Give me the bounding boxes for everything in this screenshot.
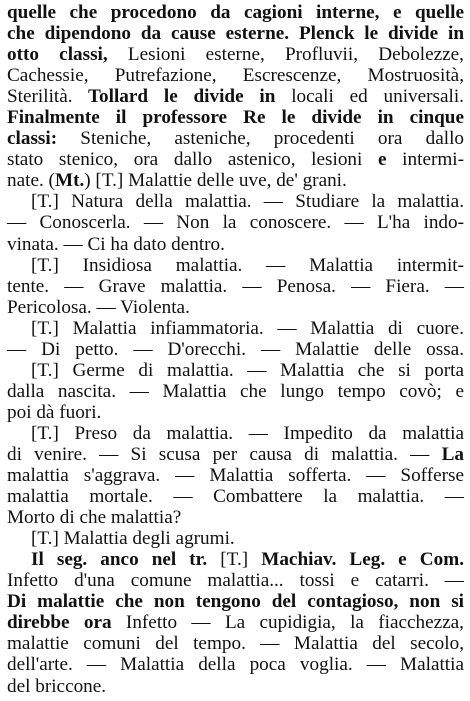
text-segment: Morto di che malattia? — [7, 507, 182, 529]
text-line — [7, 591, 464, 612]
text-segment: direbbe ora — [7, 612, 112, 634]
text-segment: intermi- — [386, 149, 464, 171]
text-segment: ) [T.] Malattie delle uve, de' grani. — [84, 170, 347, 192]
text-segment: malattie comuni del tempo. — Malattia del secolo, — [7, 633, 464, 655]
text-line — [7, 360, 464, 381]
text-line — [7, 65, 464, 86]
text-segment: Di malattie che non tengono del contagioso, non si — [7, 591, 464, 613]
text-line — [7, 486, 464, 507]
text-segment: — Di petto. — D'orecchi. — Malattie delle ossa. — [7, 338, 464, 360]
text-segment: vinata. — Ci ha dato dentro. — [7, 233, 225, 255]
text-line — [7, 44, 464, 65]
text-segment: [T.] Preso da malattia. — Impedito da malattia — [31, 422, 464, 444]
text-segment: [T.] — [207, 549, 262, 571]
text-segment: Sterilità. — [7, 86, 73, 108]
text-line — [7, 212, 464, 233]
text-segment: stato stenico, ora dallo astenico, lesioni — [7, 149, 363, 171]
text-line — [7, 86, 464, 107]
text-line — [7, 255, 464, 276]
text-segment: Finalmente il professore Re le divide in cinque — [7, 107, 464, 129]
text-segment: La — [429, 443, 464, 465]
text-line — [7, 107, 464, 128]
text-line — [7, 381, 464, 402]
text-line — [7, 318, 464, 339]
text-segment: Tollard le divide in — [72, 86, 276, 108]
text-segment: Il seg. anco nel tr. — [31, 549, 208, 571]
text-line — [7, 654, 464, 675]
text-segment: [T.] Malattia infiammatoria. — Malattia di cuore. — [31, 317, 464, 339]
text-line — [7, 191, 464, 212]
text-segment: malattia mortale. — Combattere la malattia. — — [7, 486, 464, 508]
text-line — [7, 23, 464, 44]
text-segment: otto classi, — [7, 44, 108, 66]
text-line — [7, 128, 464, 149]
text-segment: [T.] Insidiosa malattia. — Malattia intermit- — [31, 254, 464, 276]
text-line — [7, 276, 464, 297]
text-line — [7, 570, 464, 591]
text-segment: Pericolosa. — Violenta. — [7, 296, 190, 318]
text-segment: malattia s'aggrava. — Malattia sofferta. — Sofferse — [7, 465, 464, 487]
text-segment: poi dà fuori. — [7, 401, 102, 423]
text-line — [7, 297, 464, 318]
text-segment: Steniche, asteniche, procedenti ora dallo — [57, 128, 464, 150]
text-segment: classi: — [7, 128, 58, 150]
text-line — [7, 507, 464, 528]
text-segment: Machiav. Leg. e Com. — [261, 549, 464, 571]
text-line — [7, 402, 464, 423]
text-line — [7, 676, 464, 697]
text-segment: [T.] Malattia degli agrumi. — [31, 528, 235, 550]
text-line — [7, 528, 464, 549]
text-line — [7, 339, 464, 360]
text-line — [7, 149, 464, 170]
text-segment: locali ed universali. — [275, 86, 464, 108]
text-line — [7, 423, 464, 444]
text-segment: di venire. — Si scusa per causa di malattia. — — [7, 443, 430, 465]
text-segment: quelle che procedono da cagioni interne, e quelle — [7, 2, 464, 23]
text-segment: Infetto — La cupidigia, la fiacchezza, — [111, 612, 464, 634]
text-segment: nate. ( — [7, 170, 55, 192]
text-segment: dalla nascita. — Malattia che lungo tempo covò; e — [7, 380, 464, 402]
text-segment: e — [362, 149, 387, 171]
text-line — [7, 444, 464, 465]
text-segment: che dipendono da cause esterne. Plenck le divide in — [7, 23, 464, 45]
text-line — [7, 170, 464, 191]
text-segment: [T.] Natura della malattia. — Studiare la malattia. — [31, 191, 464, 213]
text-segment: Cachessie, Putrefazione, Escrescenze, Mostruosità, — [7, 65, 464, 87]
text-line — [7, 465, 464, 486]
text-segment: tente. — Grave malattia. — Penosa. — Fiera. — — [7, 275, 464, 297]
text-line — [7, 633, 464, 654]
text-segment: Mt. — [54, 170, 85, 192]
text-line — [7, 612, 464, 633]
text-segment: dell'arte. — Malattia della poca voglia. — Malattia — [7, 654, 464, 676]
text-line — [7, 234, 464, 255]
text-segment: del briccone. — [7, 675, 107, 697]
text-line — [7, 549, 464, 570]
text-line — [7, 2, 464, 23]
text-segment: — Conoscerla. — Non la conoscere. — L'ha indo- — [7, 212, 464, 234]
text-segment: Infetto d'una comune malattia... tossi e catarri. — — [7, 570, 464, 592]
text-segment: [T.] Germe di malattia. — Malattia che si porta — [31, 359, 464, 381]
text-segment: Lesioni esterne, Profluvii, Debolezze, — [107, 44, 464, 66]
